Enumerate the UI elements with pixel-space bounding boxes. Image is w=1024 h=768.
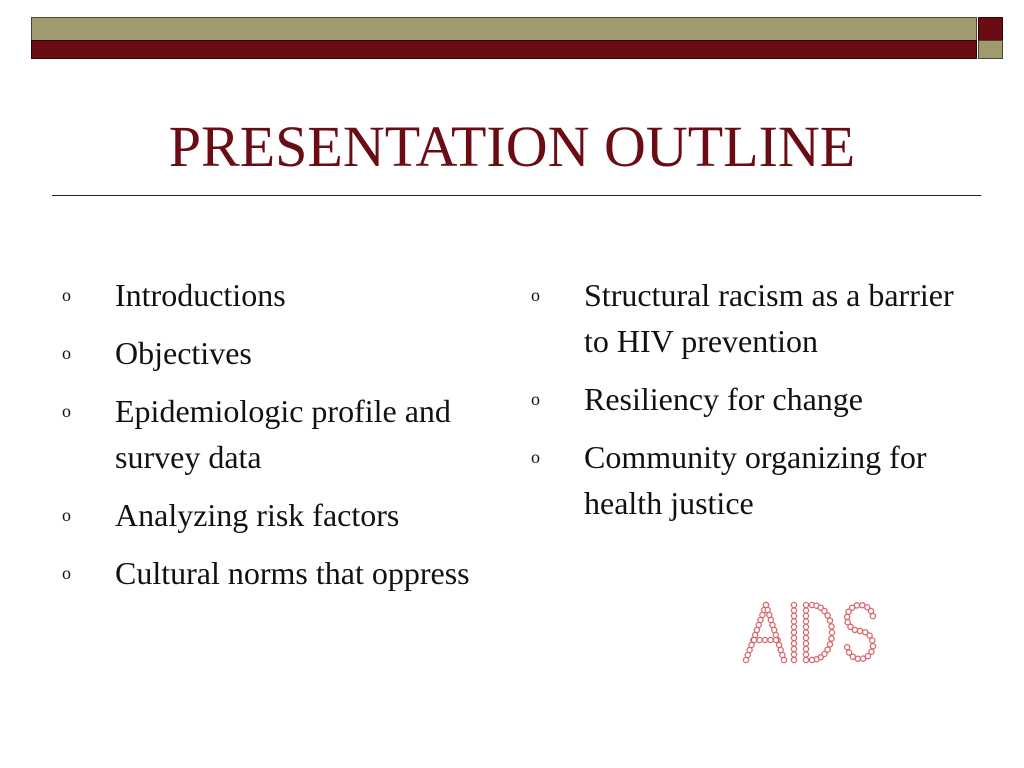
left-bullet-list bbox=[62, 272, 482, 608]
bead bbox=[791, 646, 796, 651]
bullet-icon: o bbox=[62, 563, 71, 583]
bead bbox=[768, 637, 773, 642]
list-item-text: Introductions bbox=[115, 277, 286, 313]
bead bbox=[762, 637, 767, 642]
bead bbox=[803, 619, 808, 624]
list-item bbox=[531, 434, 971, 526]
bullet-icon: o bbox=[62, 505, 71, 525]
list-item-text: Analyzing risk factors bbox=[115, 497, 400, 533]
bead bbox=[852, 627, 857, 632]
bead bbox=[791, 657, 796, 662]
bullet-icon: o bbox=[531, 447, 540, 467]
bead bbox=[773, 637, 778, 642]
bead bbox=[870, 644, 875, 649]
bead bbox=[829, 630, 834, 635]
bead bbox=[827, 642, 832, 647]
list-item-text: Community organizing for health justice bbox=[584, 439, 927, 521]
list-item-text: Structural racism as a barrier to HIV prevention bbox=[584, 277, 954, 359]
list-item bbox=[531, 272, 971, 364]
bead bbox=[870, 638, 875, 643]
bead bbox=[791, 630, 796, 635]
bead bbox=[857, 628, 862, 633]
bullet-icon: o bbox=[62, 285, 71, 305]
right-bullet-list bbox=[531, 272, 971, 538]
bead bbox=[757, 637, 762, 642]
slide-title: PRESENTATION OUTLINE bbox=[168, 114, 856, 179]
bead bbox=[803, 657, 808, 662]
bead bbox=[860, 603, 865, 608]
list-item bbox=[62, 272, 482, 318]
bead bbox=[861, 656, 866, 661]
bead bbox=[803, 608, 808, 613]
bead bbox=[803, 630, 808, 635]
bead bbox=[845, 645, 850, 650]
bead bbox=[829, 624, 834, 629]
list-item bbox=[62, 550, 482, 596]
bead bbox=[791, 608, 796, 613]
bead bbox=[829, 636, 834, 641]
bead bbox=[825, 613, 830, 618]
bead bbox=[803, 602, 808, 607]
bead bbox=[846, 609, 851, 614]
bead bbox=[803, 641, 808, 646]
header-square-olive bbox=[978, 40, 1003, 59]
bead bbox=[791, 652, 796, 657]
list-item bbox=[62, 492, 482, 538]
list-item bbox=[531, 376, 971, 422]
list-item-text: Cultural norms that oppress bbox=[115, 555, 470, 591]
bead bbox=[867, 633, 872, 638]
bead bbox=[751, 637, 756, 642]
aids-logo-icon bbox=[740, 598, 880, 670]
bead bbox=[809, 657, 814, 662]
list-item bbox=[62, 388, 482, 480]
list-item bbox=[62, 330, 482, 376]
bead bbox=[803, 635, 808, 640]
bead bbox=[791, 624, 796, 629]
header-square-maroon bbox=[978, 17, 1003, 41]
bullet-icon: o bbox=[531, 285, 540, 305]
header-band-maroon bbox=[31, 40, 977, 59]
header-band-olive bbox=[31, 17, 977, 41]
bullet-icon: o bbox=[62, 343, 71, 363]
bead bbox=[791, 613, 796, 618]
bead bbox=[870, 614, 875, 619]
bead bbox=[845, 614, 850, 619]
bead bbox=[847, 650, 852, 655]
title-divider bbox=[52, 195, 981, 196]
list-item-text: Objectives bbox=[115, 335, 252, 371]
bullet-icon: o bbox=[531, 389, 540, 409]
bead bbox=[827, 618, 832, 623]
aids-beaded-logo bbox=[740, 598, 880, 670]
list-item-text: Epidemiologic profile and survey data bbox=[115, 393, 451, 475]
bead bbox=[791, 619, 796, 624]
list-item-text: Resiliency for change bbox=[584, 381, 863, 417]
bead bbox=[803, 613, 808, 618]
bead bbox=[791, 641, 796, 646]
bead bbox=[803, 652, 808, 657]
bead bbox=[791, 602, 796, 607]
bullet-icon: o bbox=[62, 401, 71, 421]
bead bbox=[791, 635, 796, 640]
bead bbox=[803, 646, 808, 651]
bead bbox=[781, 657, 786, 662]
bead bbox=[803, 624, 808, 629]
